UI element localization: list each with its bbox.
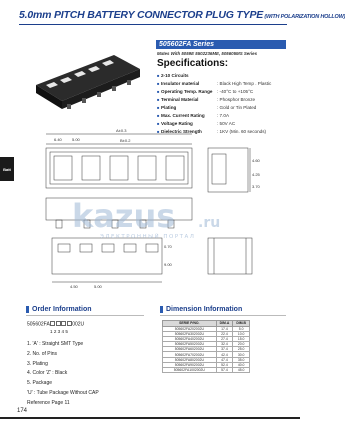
watermark-brand: kazus [72,197,176,235]
watermark-logo [70,197,240,241]
bullet-icon: ■ [157,104,160,110]
dim-label: 4.25 [252,172,260,177]
order-item: 1. 'A' : Straight SMT Type [27,341,84,347]
watermark-tld: .ru [198,215,221,231]
specifications-heading: Specifications: [157,58,229,69]
dim-label-a: A±0.3 [116,128,127,133]
order-code-numbers: 1 2 3 4 5 [50,329,68,334]
spec-label: Max. Current Rating [161,112,205,118]
dim-label: 9.00 [164,262,172,267]
order-item: 4. Color 'Z' : Black [27,370,68,377]
part-number-cell: 505602FA1002002U [163,368,217,373]
table-row [163,368,250,373]
product-photo [22,33,150,123]
order-item: 3. Plating [27,360,48,367]
bullet-icon: ■ [157,88,160,94]
spec-label: Dielectric Strength [161,128,202,134]
code-box [56,321,61,326]
dim-a-cell: 42.4 [216,352,233,357]
dim-b-cell: 5.0 [233,326,250,331]
section-marker [26,306,29,313]
part-number-cell: 505602FA502002U [163,342,217,347]
spec-value: : -40°C to +105°C [217,88,254,94]
part-number-cell: 505602FA302002U [163,331,217,336]
bullet-icon: ■ [157,112,160,118]
dim-b-cell: 35.0 [233,357,250,362]
spec-row [157,95,292,103]
dim-label: 4.50 [70,284,78,289]
spec-label: Voltage Rating [161,120,193,126]
spec-row [157,71,292,79]
dimension-info-divider [160,315,286,316]
dimension-table [162,320,250,373]
dimension-info-title [160,306,242,313]
series-banner: 505602FA Series [156,40,286,49]
mates-with-note: Mates With 5059E 5502236ME, 505605MS Series [157,51,258,56]
bullet-icon: ■ [157,72,160,78]
top-view-outline [46,148,192,188]
top-view-inner [50,152,188,184]
spec-value: : Phosphor Bronze [217,96,256,102]
order-info-title-text: Order Information [32,306,92,313]
dim-label-b: B±0.2 [120,138,131,143]
spec-value: : Black High Temp . Plastic [217,80,272,86]
column-header: SERIE P/NO. [163,321,217,327]
dim-b-cell: 15.0 [233,336,250,341]
dim-label: 5.00 [72,137,80,142]
bullet-icon: ■ [157,96,160,102]
dim-a-cell: 57.4 [216,368,233,373]
spec-value: : 7.0A [217,112,230,118]
dim-b-cell: 10.0 [233,331,250,336]
side-tab[interactable]: Batt [0,157,14,181]
column-header: DIM.B [233,321,250,327]
page-title [19,9,345,21]
dim-a-cell: 47.4 [216,357,233,362]
order-item: 2. No. of Pins [27,350,58,357]
dim-b-cell: 25.0 [233,347,250,352]
pcb-pads [58,244,158,252]
spec-label: 2-10 Circuits [161,72,189,78]
spec-label: Plating [161,104,177,110]
dim-a-cell: 27.4 [216,336,233,341]
spec-label: Operating Temp. Range [161,88,213,94]
dim-a-cell: 52.4 [216,362,233,367]
order-item: Reference Page 11 [27,399,70,406]
spec-value: : Gold or Tin Plated [217,104,257,110]
part-number-cell: 505602FA402002U [163,336,217,341]
order-info-title [26,306,92,313]
spec-value: : 50V AC [217,120,236,126]
footer-divider [0,417,300,419]
dim-b-cell: 40.0 [233,362,250,367]
top-view-cavities [54,156,184,180]
spec-row [157,111,292,119]
order-code-prefix: 505602FA [27,321,50,328]
dim-a-cell: 37.4 [216,347,233,352]
watermark-caption: ЭЛЕКТРОННЫЙ ПОРТАЛ [100,234,196,240]
order-code [27,321,84,328]
order-info-list [27,340,99,409]
part-number-cell: 505602FA702002U [163,352,217,357]
order-item: 5. Package [27,380,53,387]
column-header: DIM.A [216,321,233,327]
dim-b-cell: 30.0 [233,352,250,357]
title-sub: (WITH POLARIZATION HOLLOW) [263,14,345,20]
dim-a-cell: 22.4 [216,331,233,336]
title-main: 5.0mm PITCH BATTERY CONNECTOR PLUG TYPE [19,9,264,21]
dim-label: 6.40 [54,137,62,142]
page-number: 174 [17,408,28,414]
title-divider [19,24,287,25]
dim-a-cell: 32.4 [216,342,233,347]
spec-label: Terminal Material [161,96,199,102]
part-number-cell: 505602FA902002U [163,362,217,367]
order-code-suffix: 002U [72,321,85,328]
pcb-layout-outline [52,238,162,274]
profile-view-outline [208,238,252,274]
section-marker [160,306,163,313]
bullet-icon: ■ [157,80,160,86]
side-view-detail [212,154,226,184]
spec-row [157,79,292,87]
spec-row [157,87,292,95]
spec-label: Insulator material [161,80,200,86]
bullet-icon: ■ [157,120,160,126]
spec-row [157,103,292,111]
dim-b-cell: 20.0 [233,342,250,347]
order-item: 'U' : Tube Package Without CAP [27,389,99,396]
spec-value: : 1KV (Min. 60 seconds) [217,128,267,134]
part-number-cell: 505602FA802002U [163,357,217,362]
dim-label: 5.00 [94,284,102,289]
dim-label: 0.70 [164,244,172,249]
dim-a-cell: 17.4 [216,326,233,331]
code-box [61,321,66,326]
order-info-divider [26,315,144,316]
dim-label: 4.60 [252,158,260,163]
code-box [50,321,55,326]
dimension-info-title-text: Dimension Information [166,306,243,313]
part-number-cell: 505602FA202002U [163,326,217,331]
dim-b-cell: 45.0 [233,368,250,373]
bullet-icon: ■ [157,128,160,134]
side-view-outline [208,148,248,192]
dim-label: 3.70 [252,184,260,189]
part-number-cell: 505602FA602002U [163,347,217,352]
